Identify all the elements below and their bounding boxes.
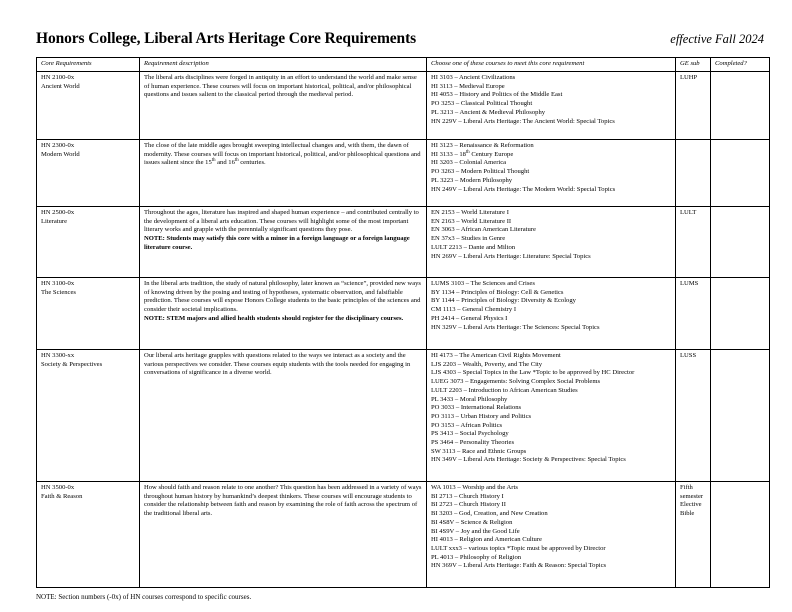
course-item: PO 3153 – African Politics: [431, 421, 503, 429]
table-row: [37, 350, 770, 482]
course-item: LULT 2203 – Introduction to African American Studies: [431, 386, 578, 394]
course-item: SW 3113 – Race and Ethnic Groups: [431, 447, 527, 455]
course-list-cell: [427, 278, 676, 350]
course-item: HN 369V – Liberal Arts Heritage: Faith & Reason: Special Topics: [431, 562, 607, 570]
description-text: The liberal arts disciplines were forged in antiquity in an effort to understand the world and make sense of human experience. These courses will focus on important historical, political, and/or philosophical questions and issues salient to the classical period through the medieval period.: [144, 74, 417, 99]
requirement-description-cell: [140, 350, 427, 482]
course-item: BI 3203 – God, Creation, and New Creation: [431, 510, 548, 518]
table-row: [37, 207, 770, 278]
course-item: BI 4S9V – Joy and the Good Life: [431, 527, 520, 535]
document-header: [36, 30, 766, 48]
course-list-cell: [427, 72, 676, 140]
course-item: PL 3433 – Moral Philosophy: [431, 395, 508, 403]
effective-date: effective Fall 2024: [670, 32, 764, 46]
course-item: EN 3063 – African American Literature: [431, 226, 536, 234]
course-item: LULT 2213 – Dante and Milton: [431, 243, 516, 251]
course-item: PL 3213 – Ancient & Medieval Philosophy: [431, 108, 546, 116]
completed-cell[interactable]: [711, 482, 770, 588]
core-code: HN 3300-xx: [41, 352, 75, 359]
footnote: NOTE: Section numbers (-0x) of HN courses correspond to specific courses.: [36, 593, 252, 601]
course-item: LJS 4303 – Special Topics in the Law *Topic to be approved by HC Director: [431, 369, 635, 377]
description-text: In the liberal arts tradition, the study of natural philosophy, later known as “science”, provided new ways of knowing driven by the posing and testing of hypotheses, systematic observation, and falsifiable prediction. These courses will expose Honors College students to the basic principles of the sciences and consider their societal implications.: [144, 280, 421, 314]
course-item: PL 3223 – Modern Philosophy: [431, 176, 513, 184]
core-requirements-table: [36, 57, 770, 588]
completed-cell[interactable]: [711, 278, 770, 350]
ge-sub-text: Fifth semester Elective Bible: [680, 484, 704, 518]
course-item: PO 3113 – Urban History and Politics: [431, 412, 532, 420]
ordinal-suffix: th: [234, 158, 239, 164]
course-item: PO 3263 – Modern Political Thought: [431, 168, 530, 176]
course-item: PH 2414 – General Physics I: [431, 314, 508, 322]
course-item: EN 2163 – World Literature II: [431, 217, 512, 225]
description-part-2: and 16: [215, 159, 235, 167]
course-item: LULT xxx3 – various topics *Topic must be approved by Director: [431, 544, 606, 552]
course-item: CM 1113 – General Chemistry I: [431, 306, 517, 314]
course-item: LUMS 3103 – The Sciences and Crises: [431, 280, 535, 287]
table-body: [37, 72, 770, 588]
description-part-1: The close of the late middle ages brought sweeping intellectual changes and, with them, the dawn of modernity. These courses will focus on important historical, political, and/or philosophical questions and issues salient since the 15: [144, 142, 421, 167]
completed-cell[interactable]: [711, 72, 770, 140]
course-item: HI 4053 – History and Politics of the Middle East: [431, 91, 563, 99]
course-list-cell: [427, 350, 676, 482]
requirement-description-cell: [140, 278, 427, 350]
column-header-completed: Completed?: [711, 58, 770, 72]
ge-sub-cell: LUSS: [676, 350, 711, 482]
course-item: HI 4013 – Religion and American Culture: [431, 536, 542, 544]
core-requirement-cell: [37, 72, 140, 140]
core-name: Faith & Reason: [41, 492, 83, 500]
ge-sub-cell: LULT: [676, 207, 711, 278]
core-code: HN 3500-0x: [41, 484, 75, 491]
column-header-ge-sub: GE sub: [676, 58, 711, 72]
course-item: HI 3113 – Medieval Europe: [431, 82, 505, 90]
course-item: HI 3133 – 18th Century Europe: [431, 149, 514, 158]
course-item: HN 329V – Liberal Arts Heritage: The Sciences: Special Topics: [431, 323, 600, 331]
ge-sub-cell: [676, 482, 711, 588]
course-item: HN 249V – Liberal Arts Heritage: The Modern World: Special Topics: [431, 185, 616, 193]
table-row: [37, 482, 770, 588]
course-item: HN 349V – Liberal Arts Heritage: Society & Perspectives: Special Topics: [431, 456, 626, 464]
core-code: HN 3100-0x: [41, 280, 75, 287]
column-header-description: Requirement description: [140, 58, 427, 72]
ge-sub-cell: LUHP: [676, 72, 711, 140]
table-header-row: [37, 58, 770, 72]
description-text: Throughout the ages, literature has inspired and shaped human experience – and contributed centrally to the development of a liberal arts education. These courses will highlight some of the most important literary works and grapple with the perennially significant questions they pose.: [144, 209, 419, 234]
course-item: PS 3464 – Personality Theories: [431, 439, 515, 447]
course-item: BY 1144 – Principles of Biology: Diversity & Ecology: [431, 297, 576, 305]
course-list-cell: [427, 207, 676, 278]
ge-sub-cell: LUMS: [676, 278, 711, 350]
core-code: HN 2300-0x: [41, 142, 75, 149]
course-item: BY 1134 – Principles of Biology: Cell & Genetics: [431, 288, 564, 296]
completed-cell[interactable]: [711, 207, 770, 278]
core-requirement-cell: [37, 278, 140, 350]
course-item: BI 2723 – Church History II: [431, 501, 506, 509]
core-name: Society & Perspectives: [41, 360, 103, 368]
course-item: HI 3103 – Ancient Civilizations: [431, 74, 516, 81]
requirement-description-cell: [140, 482, 427, 588]
course-item: PO 3033 – International Relations: [431, 404, 522, 412]
core-name: Modern World: [41, 150, 80, 158]
requirement-description-cell: [140, 140, 427, 207]
description-text: How should faith and reason relate to one another? This question has been addressed in a variety of ways throughout human history by humankind’s deepest thinkers. These courses will encourage students to consider the relationship between faith and reason by examining the role of faith across the spectrum of the traditional liberal arts.: [144, 484, 422, 518]
course-item: LJS 2203 – Wealth, Poverty, and The City: [431, 360, 543, 368]
core-name: Literature: [41, 217, 67, 225]
table-row: [37, 72, 770, 140]
column-header-courses: Choose one of these courses to meet this core requirement: [427, 58, 676, 72]
ordinal-suffix: th: [211, 158, 216, 164]
course-item: WA 1013 – Worship and the Arts: [431, 484, 518, 491]
description-note: NOTE: Students may satisfy this core with a minor in a foreign language or a foreign language literature course.: [144, 235, 410, 251]
course-item: HI 4173 – The American Civil Rights Movement: [431, 352, 561, 359]
core-code: HN 2500-0x: [41, 209, 75, 216]
course-item: LUEG 3073 – Engagements: Solving Complex Social Problems: [431, 378, 601, 386]
column-header-core: Core Requirements: [37, 58, 140, 72]
course-item: PS 3413 – Social Psychology: [431, 430, 509, 438]
description-part-3: centuries.: [238, 159, 266, 167]
course-item: PL 4013 – Philosophy of Religion: [431, 553, 522, 561]
core-requirement-cell: [37, 482, 140, 588]
completed-cell[interactable]: [711, 140, 770, 207]
course-item: BI 2713 – Church History I: [431, 492, 504, 500]
course-item: PO 3253 – Classical Political Thought: [431, 100, 533, 108]
description-text: Our liberal arts heritage grapples with questions related to the ways we interact as a society and the various perspectives we consider. These courses equip students with the tools needed for engaging in conversations of significance in a diverse world.: [144, 352, 411, 377]
ge-sub-cell: [676, 140, 711, 207]
course-item: HN 269V – Liberal Arts Heritage: Literature: Special Topics: [431, 252, 591, 260]
course-item: BI 4S8V – Science & Religion: [431, 518, 513, 526]
requirement-description-cell: [140, 72, 427, 140]
course-item: HI 3123 – Renaissance & Reformation: [431, 142, 534, 149]
course-item: HN 229V – Liberal Arts Heritage: The Ancient World: Special Topics: [431, 117, 615, 125]
completed-cell[interactable]: [711, 350, 770, 482]
table-row: [37, 140, 770, 207]
core-requirement-cell: [37, 140, 140, 207]
description-note: NOTE: STEM majors and allied health students should register for the disciplinary courses.: [144, 314, 404, 322]
course-item: EN 37x3 – Studies in Genre: [431, 235, 506, 243]
course-list-cell: [427, 140, 676, 207]
core-requirement-cell: [37, 207, 140, 278]
requirement-description-cell: [140, 207, 427, 278]
core-name: Ancient World: [41, 82, 80, 90]
core-name: The Sciences: [41, 288, 76, 296]
core-requirement-cell: [37, 350, 140, 482]
core-code: HN 2100-0x: [41, 74, 75, 81]
table-row: [37, 278, 770, 350]
course-item: HI 3203 – Colonial America: [431, 159, 507, 167]
page-title: Honors College, Liberal Arts Heritage Core Requirements: [36, 30, 417, 47]
course-list-cell: [427, 482, 676, 588]
course-item: EN 2153 – World Literature I: [431, 209, 509, 216]
description-text: [144, 142, 423, 168]
